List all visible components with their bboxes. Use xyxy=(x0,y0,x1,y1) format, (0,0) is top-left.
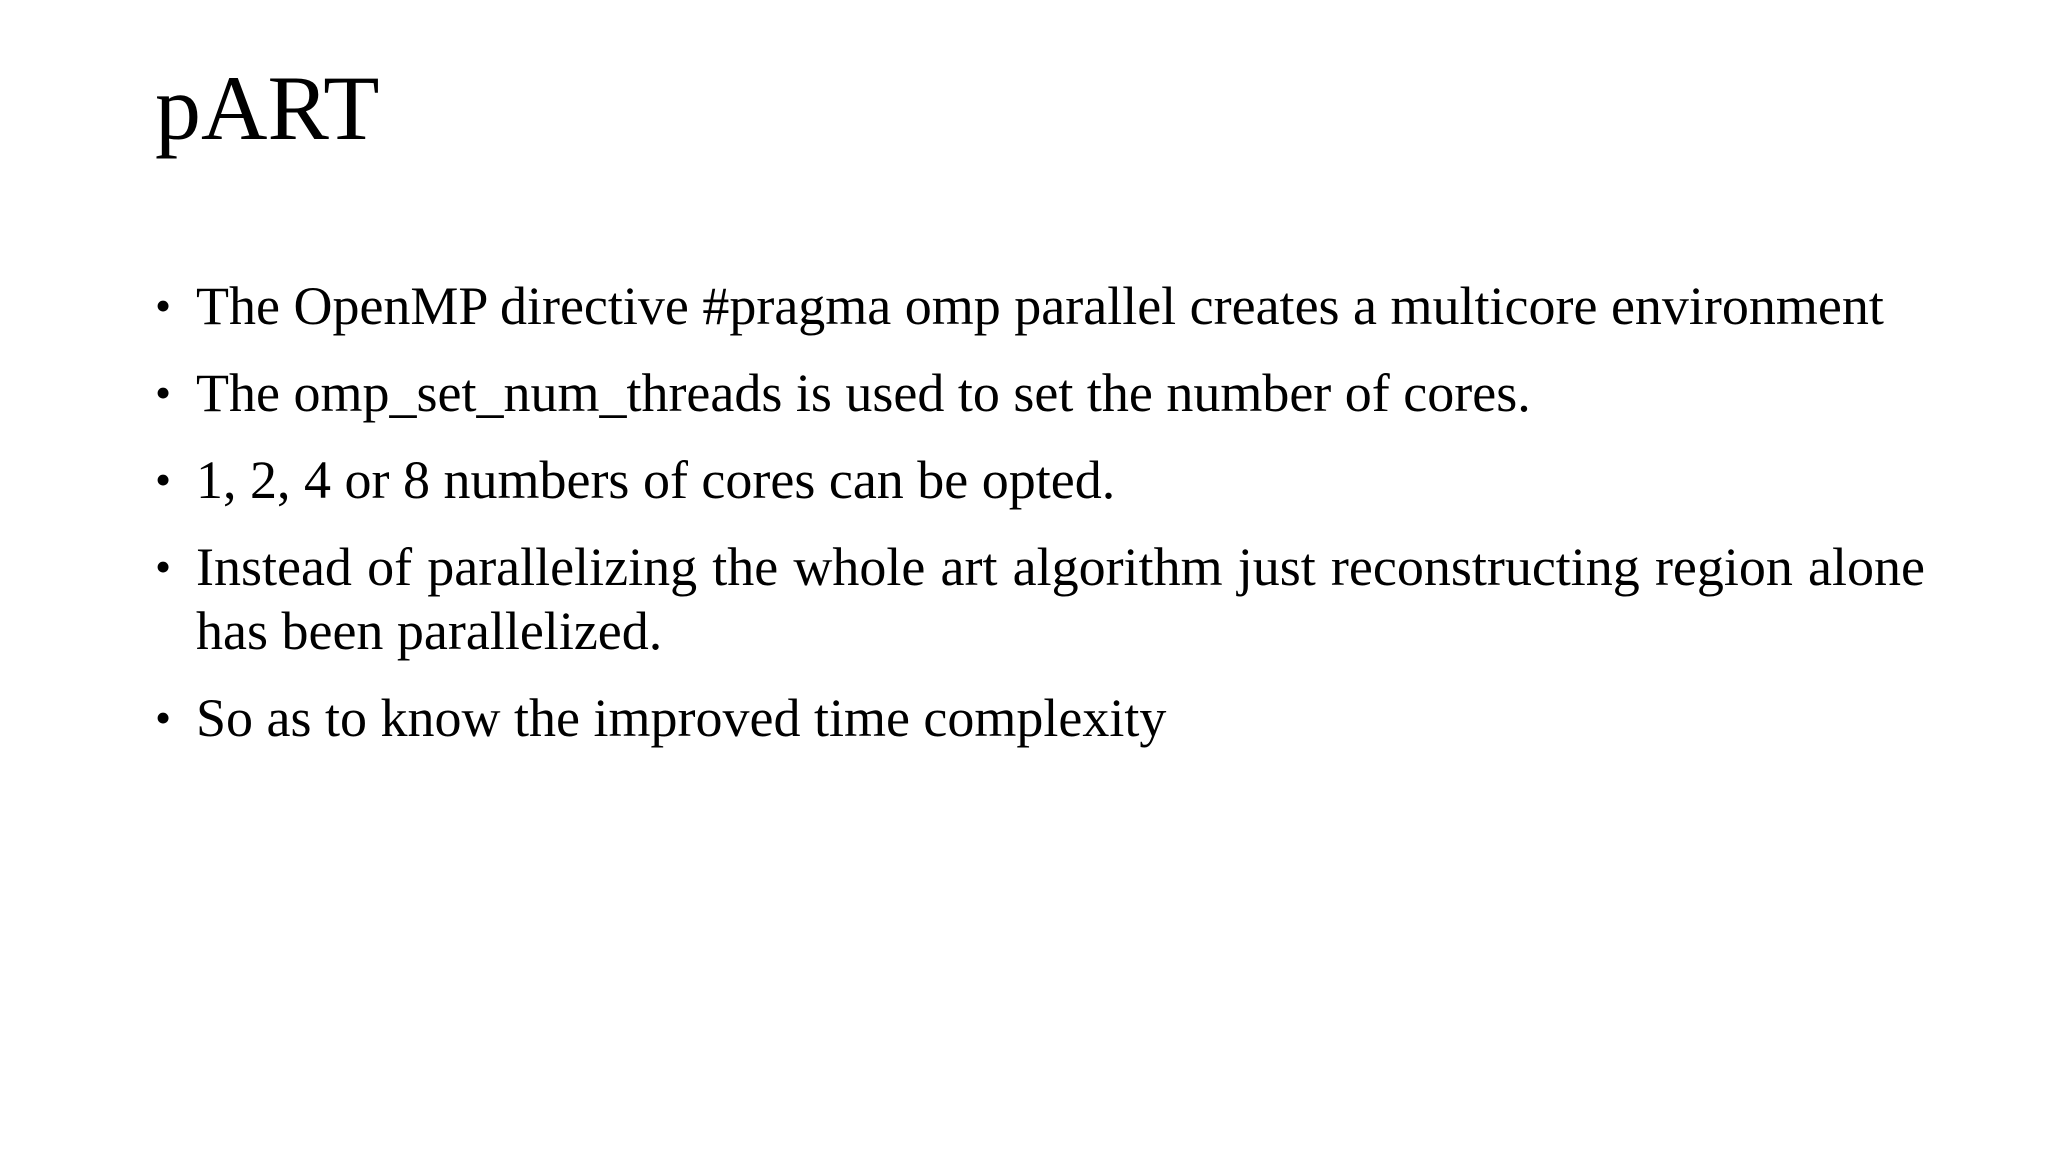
bullet-item xyxy=(155,448,1925,512)
bullet-text: Instead of parallelizing the whole art algorithm just reconstructing region alone has been parallelized. xyxy=(196,537,1925,661)
bullet-item xyxy=(155,535,1925,663)
bullet-icon: • xyxy=(155,541,172,592)
bullet-icon: • xyxy=(155,692,172,743)
bullet-text: So as to know the improved time complexity xyxy=(196,688,1167,748)
bullet-text: The omp_set_num_threads is used to set the number of cores. xyxy=(196,363,1531,423)
bullet-icon: • xyxy=(155,280,172,331)
slide-title: pART xyxy=(155,57,380,159)
bullet-icon: • xyxy=(155,454,172,505)
bullet-icon: • xyxy=(155,367,172,418)
bullet-item xyxy=(155,361,1925,425)
bullet-text: The OpenMP directive #pragma omp parallel creates a multicore environment xyxy=(196,276,1884,336)
bullet-list xyxy=(155,274,1925,773)
bullet-text: 1, 2, 4 or 8 numbers of cores can be opted. xyxy=(196,450,1116,510)
bullet-item xyxy=(155,686,1925,750)
bullet-item xyxy=(155,274,1925,338)
